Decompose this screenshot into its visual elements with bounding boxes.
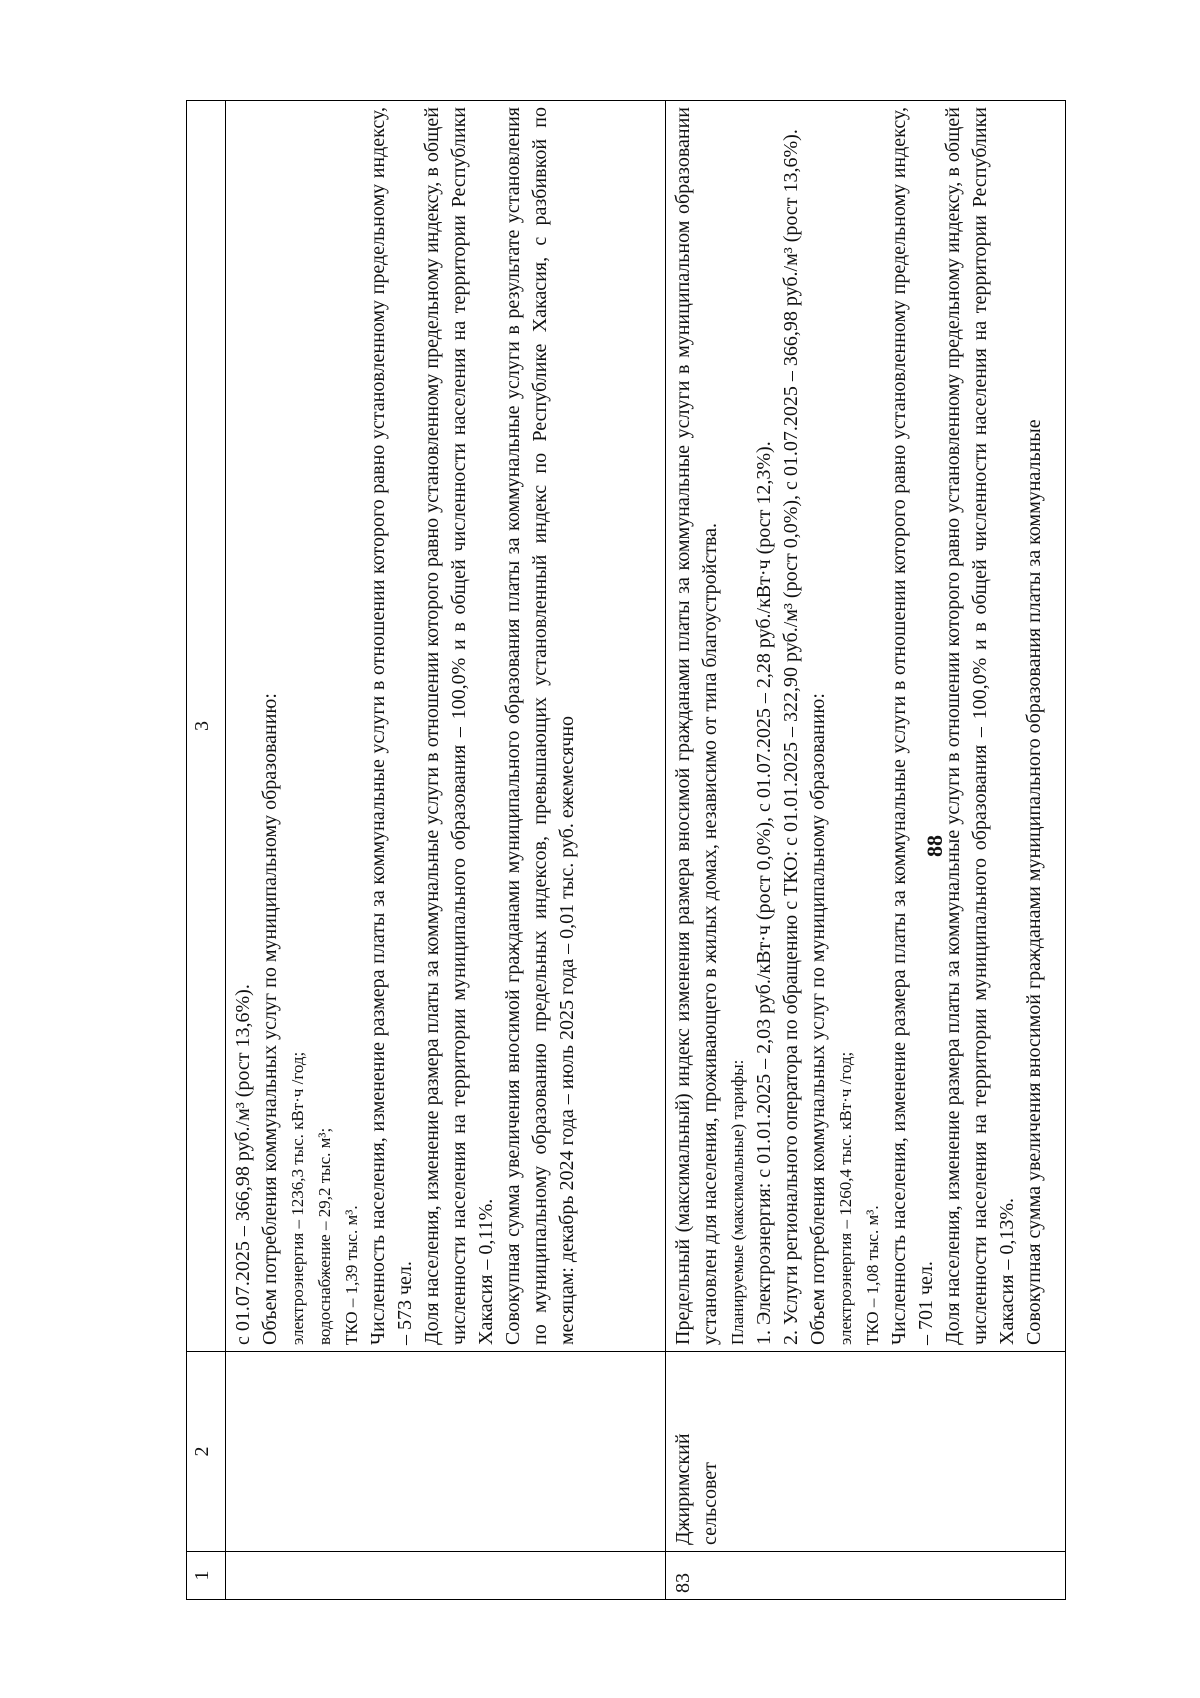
text-line: 2. Услуги регионального оператора по обращению с ТКО: с 01.01.2025 – 322,90 руб./м³ (рост 0,0%), с 01.07.2025 – 366,98 руб./м³ (рост 13,6%). xyxy=(780,129,802,1345)
page-number: 88 xyxy=(922,835,947,857)
text-line: Численность населения, изменение размера платы за коммунальные услуги в отношении которого равно установленному предельному индексу, – 701 чел. xyxy=(888,107,937,1345)
text-line: ТКО – 1,39 тыс. м³. xyxy=(342,1205,361,1345)
text-line: Доля населения, изменение размера платы за коммунальные услуги в отношении которого равно установленному предельному индексу, в общей численности населения на территории муниципального образования – 100,0% и в общей численности населения на территории Республики Хакасия – 0,13%. xyxy=(942,107,1018,1345)
text-line: Планируемые (максимальные) тарифы: xyxy=(728,1059,747,1345)
column-header-2: 2 xyxy=(187,1352,226,1552)
table-row xyxy=(666,101,1066,1600)
text-line: с 01.07.2025 – 366,98 руб./м³ (рост 13,6%). xyxy=(232,984,254,1345)
rotated-page xyxy=(186,100,1066,1600)
municipality-name-cell: Джиримский сельсовет xyxy=(666,1352,1066,1552)
text-line: электроэнергия – 1260,4 тыс. кВт·ч /год; xyxy=(836,1051,855,1345)
data-table xyxy=(186,100,1066,1600)
text-line: Совокупная сумма увеличения вносимой гражданами муниципального образования платы за коммунальные услуги в результате установления по муниципальному образованию предельных индексов, превышающих установленный индекс по Республике Хакасия, с разбивкой по месяцам: декабрь 2024 года – июль 2025 года – 0,01 тыс. руб. ежемесячно xyxy=(502,107,578,1345)
column-header-1: 1 xyxy=(187,1552,226,1600)
text-line: электроэнергия – 1236,3 тыс. кВт·ч /год; xyxy=(288,1051,307,1345)
text-line: Объем потребления коммунальных услуг по муниципальному образованию: xyxy=(807,693,829,1345)
row-number-cell xyxy=(226,1552,666,1600)
text-line: 1. Электроэнергия: с 01.01.2025 – 2,03 руб./кВт·ч (рост 0,0%), с 01.07.2025 – 2,28 руб./кВт·ч (рост 12,3%). xyxy=(753,441,775,1345)
row-number-cell: 83 xyxy=(666,1552,1066,1600)
table-header-row xyxy=(187,101,226,1600)
description-cell xyxy=(226,101,666,1352)
table-row xyxy=(226,101,666,1600)
text-line: ТКО – 1,08 тыс. м³. xyxy=(863,1205,882,1345)
municipality-name-cell xyxy=(226,1352,666,1552)
text-line: Совокупная сумма увеличения вносимой гражданами муниципального образования платы за коммунальные xyxy=(1023,419,1045,1345)
text-line: Объем потребления коммунальных услуг по муниципальному образованию: xyxy=(259,693,281,1345)
text-line: Доля населения, изменение размера платы за коммунальные услуги в отношении которого равно установленному предельному индексу, в общей численности населения на территории муниципального образования – 100,0% и в общей численности населения на территории Республики Хакасия – 0,11%. xyxy=(421,107,497,1345)
text-line: Численность населения, изменение размера платы за коммунальные услуги в отношении которого равно установленному предельному индексу, – 573 чел. xyxy=(367,107,416,1345)
text-line: водоснабжение – 29,2 тыс. м³; xyxy=(315,1127,334,1345)
text-line: Предельный (максимальный) индекс изменения размера вносимой гражданами платы за коммунальные услуги в муниципальном образовании установлен для населения, проживающего в жилых домах, независимо от типа благоустройства. xyxy=(672,107,721,1345)
column-header-3: 3 xyxy=(187,101,226,1352)
description-cell xyxy=(666,101,1066,1352)
